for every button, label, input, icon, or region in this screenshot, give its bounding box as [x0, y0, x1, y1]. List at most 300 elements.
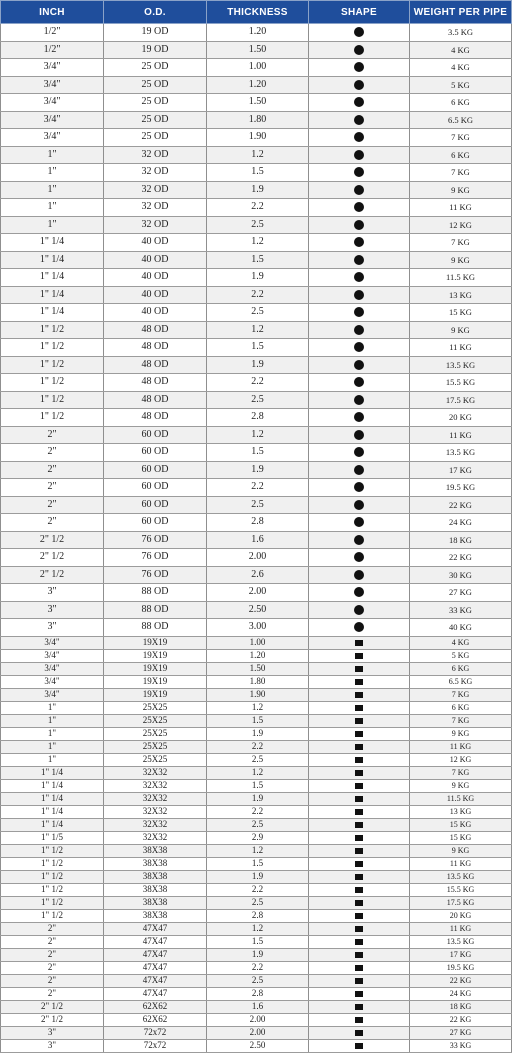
square-pipe-icon — [355, 731, 363, 737]
cell-shape — [309, 792, 410, 805]
table-row — [1, 234, 512, 252]
cell-inch: 2" — [1, 426, 104, 444]
cell-inch: 2" — [1, 987, 104, 1000]
cell-weight: 17.5 KG — [410, 391, 512, 409]
cell-shape — [309, 961, 410, 974]
table-row — [1, 857, 512, 870]
cell-inch: 3/4" — [1, 59, 104, 77]
cell-od: 32 OD — [104, 216, 207, 234]
cell-od: 38X38 — [104, 896, 207, 909]
cell-od: 40 OD — [104, 234, 207, 252]
cell-weight: 19.5 KG — [410, 961, 512, 974]
cell-shape — [309, 714, 410, 727]
cell-od: 40 OD — [104, 251, 207, 269]
cell-shape — [309, 164, 410, 182]
cell-shape — [309, 896, 410, 909]
cell-weight: 13 KG — [410, 286, 512, 304]
cell-inch: 1" 1/2 — [1, 909, 104, 922]
cell-od: 32X32 — [104, 831, 207, 844]
cell-od: 32X32 — [104, 766, 207, 779]
cell-od: 38X38 — [104, 870, 207, 883]
cell-thickness: 2.2 — [207, 740, 309, 753]
round-pipe-icon — [354, 622, 364, 632]
cell-weight: 11 KG — [410, 922, 512, 935]
cell-weight: 13.5 KG — [410, 356, 512, 374]
cell-weight: 33 KG — [410, 601, 512, 619]
cell-inch: 2" — [1, 974, 104, 987]
cell-weight: 18 KG — [410, 1000, 512, 1013]
cell-inch: 2" 1/2 — [1, 549, 104, 567]
square-pipe-icon — [355, 978, 363, 984]
cell-shape — [309, 339, 410, 357]
table-row — [1, 496, 512, 514]
cell-inch: 3" — [1, 1039, 104, 1052]
table-row — [1, 514, 512, 532]
cell-weight: 7 KG — [410, 129, 512, 147]
cell-weight: 12 KG — [410, 753, 512, 766]
table-row — [1, 688, 512, 701]
cell-thickness: 1.9 — [207, 356, 309, 374]
cell-weight: 9 KG — [410, 779, 512, 792]
round-pipe-icon — [354, 290, 364, 300]
round-pipe-icon — [354, 605, 364, 615]
cell-od: 60 OD — [104, 426, 207, 444]
cell-od: 47X47 — [104, 961, 207, 974]
cell-weight: 11.5 KG — [410, 269, 512, 287]
round-pipe-icon — [354, 517, 364, 527]
cell-weight: 6 KG — [410, 662, 512, 675]
cell-inch: 1" — [1, 146, 104, 164]
cell-shape — [309, 549, 410, 567]
cell-inch: 3/4" — [1, 675, 104, 688]
cell-weight: 33 KG — [410, 1039, 512, 1052]
cell-shape — [309, 584, 410, 602]
round-pipe-icon — [354, 307, 364, 317]
cell-thickness: 2.2 — [207, 374, 309, 392]
cell-shape — [309, 857, 410, 870]
cell-weight: 7 KG — [410, 766, 512, 779]
header-shape: SHAPE — [309, 1, 410, 24]
cell-shape — [309, 286, 410, 304]
cell-shape — [309, 234, 410, 252]
cell-thickness: 1.5 — [207, 339, 309, 357]
cell-shape — [309, 566, 410, 584]
cell-od: 62X62 — [104, 1000, 207, 1013]
cell-shape — [309, 269, 410, 287]
table-row — [1, 339, 512, 357]
cell-thickness: 2.5 — [207, 496, 309, 514]
cell-inch: 3/4" — [1, 649, 104, 662]
cell-weight: 7 KG — [410, 234, 512, 252]
table-row — [1, 181, 512, 199]
cell-shape — [309, 1026, 410, 1039]
cell-thickness: 1.9 — [207, 870, 309, 883]
cell-weight: 13.5 KG — [410, 935, 512, 948]
cell-od: 38X38 — [104, 883, 207, 896]
cell-shape — [309, 909, 410, 922]
square-pipe-icon — [355, 653, 363, 659]
table-row — [1, 461, 512, 479]
cell-od: 40 OD — [104, 269, 207, 287]
cell-od: 25X25 — [104, 701, 207, 714]
cell-thickness: 1.2 — [207, 701, 309, 714]
cell-shape — [309, 216, 410, 234]
cell-thickness: 1.5 — [207, 444, 309, 462]
cell-thickness: 2.2 — [207, 883, 309, 896]
square-pipe-icon — [355, 1043, 363, 1049]
cell-shape — [309, 766, 410, 779]
cell-od: 38X38 — [104, 844, 207, 857]
cell-weight: 6 KG — [410, 94, 512, 112]
cell-thickness: 2.00 — [207, 1013, 309, 1026]
cell-thickness: 2.00 — [207, 1026, 309, 1039]
cell-thickness: 2.5 — [207, 304, 309, 322]
cell-od: 32 OD — [104, 146, 207, 164]
round-pipe-icon — [354, 360, 364, 370]
cell-shape — [309, 321, 410, 339]
cell-weight: 7 KG — [410, 164, 512, 182]
cell-weight: 20 KG — [410, 909, 512, 922]
cell-thickness: 1.9 — [207, 181, 309, 199]
cell-weight: 20 KG — [410, 409, 512, 427]
table-row — [1, 531, 512, 549]
cell-inch: 1" 1/4 — [1, 251, 104, 269]
cell-thickness: 1.2 — [207, 844, 309, 857]
cell-od: 60 OD — [104, 461, 207, 479]
cell-inch: 3" — [1, 601, 104, 619]
cell-inch: 1" — [1, 727, 104, 740]
cell-inch: 1" 1/2 — [1, 321, 104, 339]
table-row — [1, 1013, 512, 1026]
round-pipe-icon — [354, 132, 364, 142]
cell-weight: 22 KG — [410, 496, 512, 514]
cell-od: 19 OD — [104, 41, 207, 59]
cell-weight: 17 KG — [410, 461, 512, 479]
cell-shape — [309, 987, 410, 1000]
square-pipe-icon — [355, 1017, 363, 1023]
cell-inch: 1" 1/2 — [1, 374, 104, 392]
cell-od: 25X25 — [104, 727, 207, 740]
square-pipe-icon — [355, 1030, 363, 1036]
cell-inch: 1" 1/4 — [1, 818, 104, 831]
cell-thickness: 1.5 — [207, 164, 309, 182]
cell-shape — [309, 391, 410, 409]
cell-od: 76 OD — [104, 549, 207, 567]
cell-od: 48 OD — [104, 356, 207, 374]
cell-inch: 1/2" — [1, 41, 104, 59]
round-pipe-icon — [354, 482, 364, 492]
header-inch: INCH — [1, 1, 104, 24]
round-pipe-icon — [354, 342, 364, 352]
table-row — [1, 41, 512, 59]
cell-inch: 1" 1/2 — [1, 391, 104, 409]
cell-weight: 4 KG — [410, 59, 512, 77]
cell-weight: 4 KG — [410, 41, 512, 59]
cell-inch: 1" 1/4 — [1, 304, 104, 322]
cell-weight: 9 KG — [410, 321, 512, 339]
cell-od: 76 OD — [104, 531, 207, 549]
cell-weight: 11.5 KG — [410, 792, 512, 805]
round-pipe-icon — [354, 447, 364, 457]
table-row — [1, 779, 512, 792]
square-pipe-icon — [355, 861, 363, 867]
round-pipe-icon — [354, 220, 364, 230]
round-pipe-icon — [354, 570, 364, 580]
cell-od: 19X19 — [104, 649, 207, 662]
cell-inch: 1" 1/2 — [1, 356, 104, 374]
cell-shape — [309, 727, 410, 740]
cell-thickness: 1.2 — [207, 426, 309, 444]
table-row — [1, 792, 512, 805]
cell-weight: 12 KG — [410, 216, 512, 234]
cell-shape — [309, 818, 410, 831]
cell-shape — [309, 59, 410, 77]
cell-thickness: 1.50 — [207, 94, 309, 112]
table-row — [1, 321, 512, 339]
table-row — [1, 636, 512, 649]
cell-thickness: 1.80 — [207, 111, 309, 129]
cell-thickness: 2.5 — [207, 391, 309, 409]
cell-thickness: 2.8 — [207, 909, 309, 922]
round-pipe-icon — [354, 150, 364, 160]
cell-od: 48 OD — [104, 339, 207, 357]
round-pipe-icon — [354, 272, 364, 282]
cell-weight: 30 KG — [410, 566, 512, 584]
table-row — [1, 948, 512, 961]
cell-inch: 3" — [1, 619, 104, 637]
cell-inch: 1" 1/4 — [1, 805, 104, 818]
cell-inch: 3/4" — [1, 111, 104, 129]
cell-shape — [309, 649, 410, 662]
table-row — [1, 619, 512, 637]
square-pipe-icon — [355, 679, 363, 685]
square-pipe-icon — [355, 874, 363, 880]
cell-inch: 1" 1/4 — [1, 286, 104, 304]
cell-inch: 3/4" — [1, 636, 104, 649]
cell-thickness: 1.90 — [207, 129, 309, 147]
table-row — [1, 584, 512, 602]
table-row — [1, 701, 512, 714]
table-row — [1, 391, 512, 409]
square-pipe-icon — [355, 835, 363, 841]
cell-shape — [309, 935, 410, 948]
cell-inch: 1" — [1, 753, 104, 766]
cell-shape — [309, 356, 410, 374]
cell-weight: 4 KG — [410, 636, 512, 649]
cell-shape — [309, 779, 410, 792]
cell-shape — [309, 662, 410, 675]
table-row — [1, 896, 512, 909]
cell-thickness: 2.5 — [207, 974, 309, 987]
round-pipe-icon — [354, 412, 364, 422]
cell-inch: 3/4" — [1, 662, 104, 675]
cell-shape — [309, 883, 410, 896]
cell-od: 19X19 — [104, 662, 207, 675]
cell-shape — [309, 24, 410, 42]
square-pipe-icon — [355, 757, 363, 763]
cell-weight: 15.5 KG — [410, 883, 512, 896]
table-row — [1, 740, 512, 753]
round-pipe-icon — [354, 430, 364, 440]
cell-shape — [309, 844, 410, 857]
cell-weight: 13.5 KG — [410, 870, 512, 883]
table-row — [1, 831, 512, 844]
cell-inch: 1" 1/5 — [1, 831, 104, 844]
cell-thickness: 1.2 — [207, 234, 309, 252]
cell-inch: 1" 1/2 — [1, 409, 104, 427]
cell-weight: 22 KG — [410, 974, 512, 987]
cell-od: 32X32 — [104, 792, 207, 805]
cell-inch: 1" — [1, 714, 104, 727]
cell-thickness: 1.20 — [207, 24, 309, 42]
cell-thickness: 1.9 — [207, 461, 309, 479]
table-header — [1, 1, 512, 24]
cell-inch: 2" 1/2 — [1, 566, 104, 584]
cell-shape — [309, 1039, 410, 1052]
cell-shape — [309, 444, 410, 462]
header-weight: WEIGHT PER PIPE — [410, 1, 512, 24]
square-pipe-icon — [355, 965, 363, 971]
table-row — [1, 164, 512, 182]
table-row — [1, 844, 512, 857]
table-row — [1, 805, 512, 818]
cell-od: 48 OD — [104, 374, 207, 392]
round-pipe-icon — [354, 27, 364, 37]
round-pipe-icon — [354, 167, 364, 177]
round-pipe-icon — [354, 377, 364, 387]
cell-inch: 1" 1/4 — [1, 766, 104, 779]
cell-shape — [309, 740, 410, 753]
cell-inch: 2" — [1, 496, 104, 514]
cell-weight: 7 KG — [410, 714, 512, 727]
table-row — [1, 714, 512, 727]
cell-od: 32X32 — [104, 779, 207, 792]
cell-shape — [309, 409, 410, 427]
square-pipe-icon — [355, 991, 363, 997]
round-pipe-icon — [354, 587, 364, 597]
cell-od: 25X25 — [104, 740, 207, 753]
cell-thickness: 1.5 — [207, 857, 309, 870]
table-row — [1, 76, 512, 94]
square-pipe-icon — [355, 848, 363, 854]
cell-od: 40 OD — [104, 304, 207, 322]
round-pipe-icon — [354, 185, 364, 195]
cell-shape — [309, 41, 410, 59]
square-pipe-icon — [355, 692, 363, 698]
cell-inch: 3" — [1, 584, 104, 602]
cell-shape — [309, 922, 410, 935]
cell-thickness: 1.9 — [207, 948, 309, 961]
cell-thickness: 1.5 — [207, 251, 309, 269]
cell-thickness: 2.2 — [207, 286, 309, 304]
round-pipe-icon — [354, 237, 364, 247]
cell-weight: 40 KG — [410, 619, 512, 637]
cell-shape — [309, 675, 410, 688]
square-pipe-icon — [355, 705, 363, 711]
cell-weight: 6 KG — [410, 146, 512, 164]
cell-weight: 27 KG — [410, 1026, 512, 1039]
table-row — [1, 601, 512, 619]
cell-thickness: 2.00 — [207, 584, 309, 602]
cell-od: 48 OD — [104, 409, 207, 427]
cell-thickness: 2.2 — [207, 961, 309, 974]
cell-weight: 11 KG — [410, 426, 512, 444]
cell-shape — [309, 688, 410, 701]
cell-thickness: 1.20 — [207, 76, 309, 94]
cell-shape — [309, 753, 410, 766]
cell-shape — [309, 479, 410, 497]
cell-weight: 11 KG — [410, 339, 512, 357]
cell-thickness: 3.00 — [207, 619, 309, 637]
cell-shape — [309, 531, 410, 549]
cell-weight: 24 KG — [410, 514, 512, 532]
table-row — [1, 870, 512, 883]
cell-od: 60 OD — [104, 479, 207, 497]
square-pipe-icon — [355, 926, 363, 932]
round-pipe-icon — [354, 465, 364, 475]
cell-weight: 9 KG — [410, 844, 512, 857]
round-pipe-icon — [354, 97, 364, 107]
cell-od: 60 OD — [104, 496, 207, 514]
table-row — [1, 479, 512, 497]
cell-od: 25X25 — [104, 753, 207, 766]
cell-thickness: 1.80 — [207, 675, 309, 688]
cell-inch: 1" 1/4 — [1, 234, 104, 252]
cell-inch: 1/2" — [1, 24, 104, 42]
cell-inch: 1" 1/2 — [1, 896, 104, 909]
cell-inch: 1" 1/4 — [1, 779, 104, 792]
cell-weight: 15 KG — [410, 304, 512, 322]
cell-weight: 9 KG — [410, 181, 512, 199]
cell-od: 25X25 — [104, 714, 207, 727]
round-pipe-icon — [354, 535, 364, 545]
cell-weight: 22 KG — [410, 1013, 512, 1026]
header-thickness: THICKNESS — [207, 1, 309, 24]
round-pipe-icon — [354, 115, 364, 125]
cell-od: 19 OD — [104, 24, 207, 42]
cell-od: 25 OD — [104, 94, 207, 112]
cell-shape — [309, 1013, 410, 1026]
cell-inch: 3/4" — [1, 688, 104, 701]
header-row — [1, 1, 512, 24]
table-row — [1, 1026, 512, 1039]
round-pipe-icon — [354, 325, 364, 335]
cell-inch: 2" — [1, 444, 104, 462]
cell-inch: 3/4" — [1, 76, 104, 94]
cell-shape — [309, 514, 410, 532]
table-row — [1, 987, 512, 1000]
cell-od: 47X47 — [104, 948, 207, 961]
cell-weight: 9 KG — [410, 251, 512, 269]
cell-inch: 2" 1/2 — [1, 1000, 104, 1013]
cell-thickness: 1.90 — [207, 688, 309, 701]
square-pipe-icon — [355, 822, 363, 828]
cell-weight: 17.5 KG — [410, 896, 512, 909]
cell-od: 48 OD — [104, 321, 207, 339]
square-pipe-icon — [355, 1004, 363, 1010]
cell-od: 32X32 — [104, 818, 207, 831]
cell-weight: 7 KG — [410, 688, 512, 701]
table-row — [1, 649, 512, 662]
table-row — [1, 216, 512, 234]
cell-shape — [309, 636, 410, 649]
table-row — [1, 922, 512, 935]
cell-shape — [309, 251, 410, 269]
cell-weight: 6 KG — [410, 701, 512, 714]
cell-shape — [309, 111, 410, 129]
cell-shape — [309, 304, 410, 322]
cell-weight: 15 KG — [410, 831, 512, 844]
